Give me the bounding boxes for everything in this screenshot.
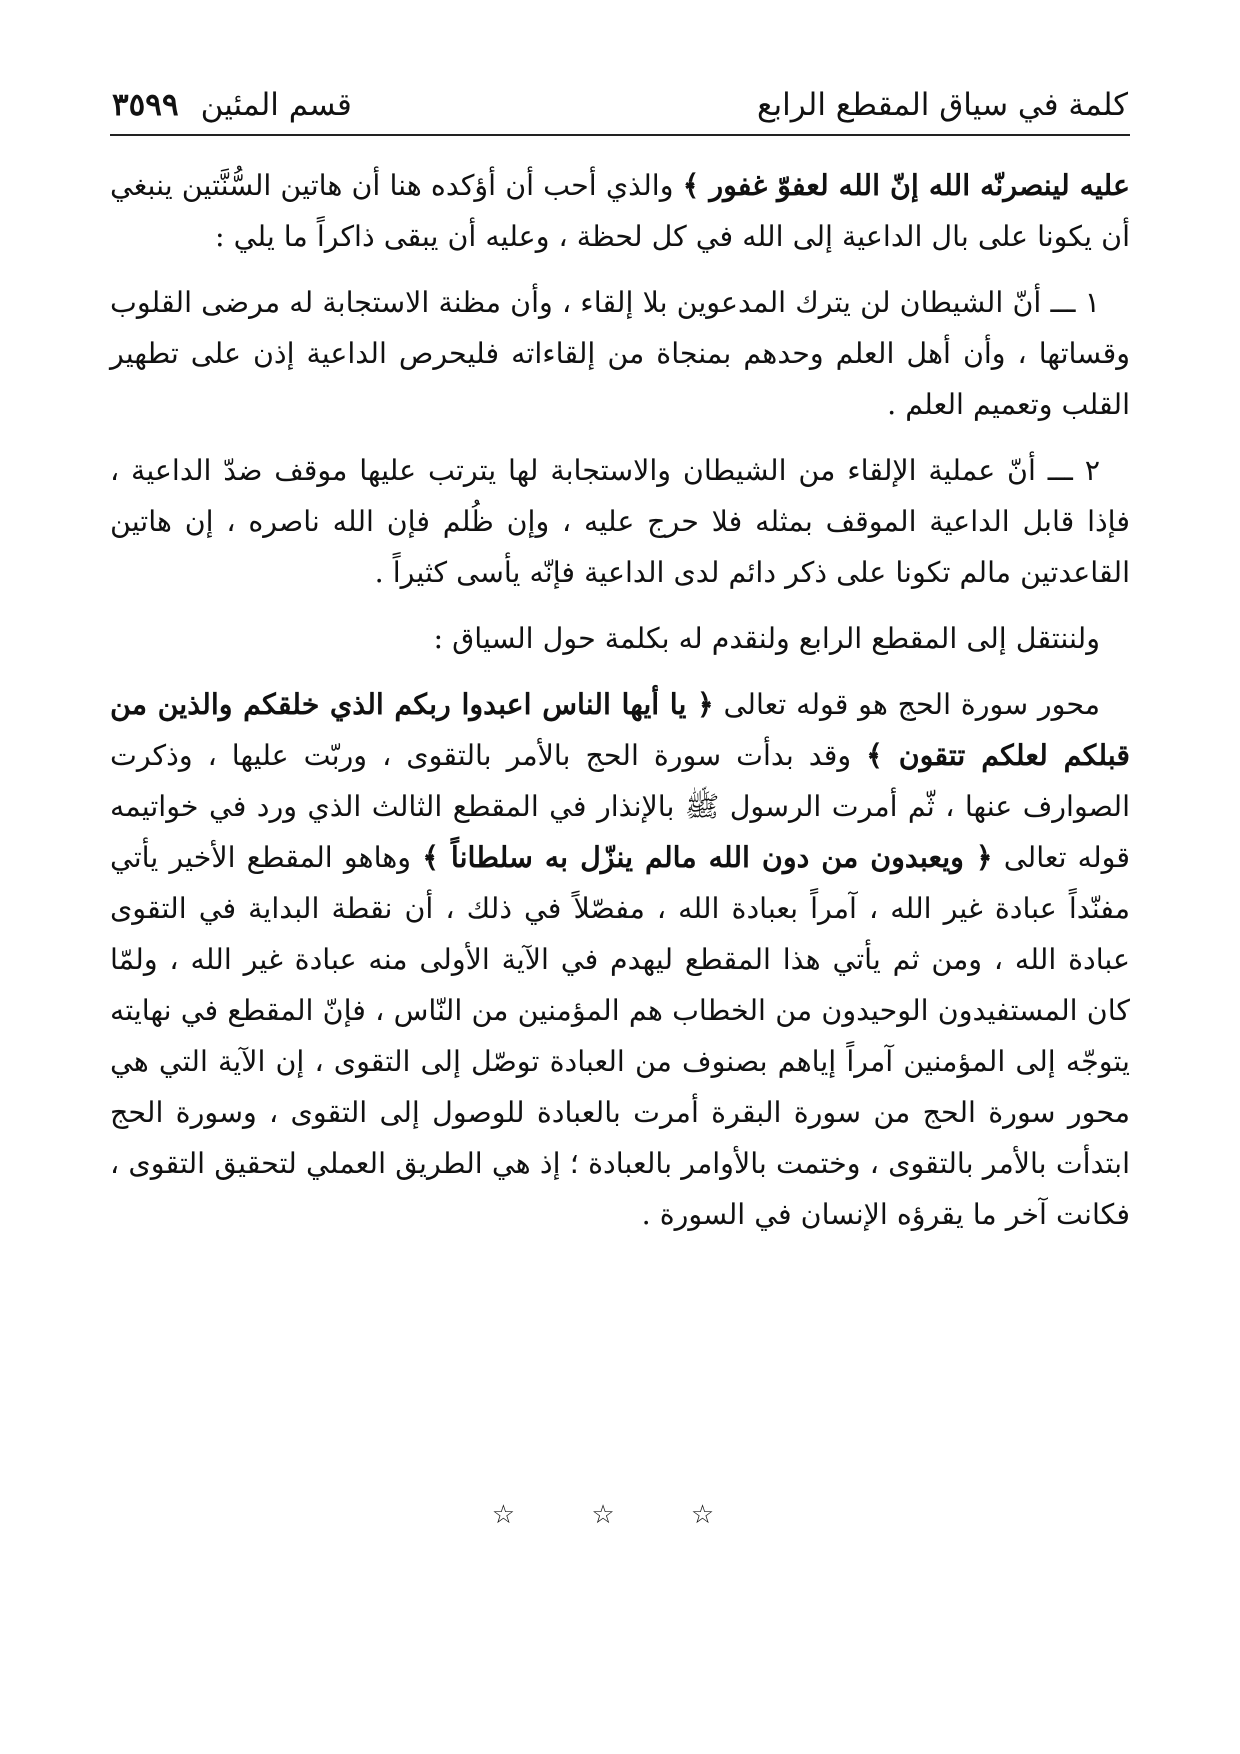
item-text: أنّ عملية الإلقاء من الشيطان والاستجابة لها يترتب عليها موقف ضدّ الداعية ، فإذا قابل الداعية الموقف بمثله فلا حرج عليه ، وإن ظُلم فإن الله ناصره ، إن هاتين القاعدتين مالم تكونا على ذكر دائم لدى الداعية فإنّه يأسى كثيراً . [110,454,1130,589]
list-item-1 [110,277,1130,430]
main-paragraph [110,679,1130,1240]
book-page [110,0,1130,1754]
page-header [110,78,1130,136]
running-title: كلمة في سياق المقطع الرابع [757,87,1128,123]
verse-quote-2: ﴿ ويعبدون من دون الله مالم ينزّل به سلطاناً ﴾ [422,840,993,874]
section-name: قسم المئين [200,87,352,123]
section-and-page [112,82,352,128]
paragraph-text: وقد بدأت سورة الحج بالأمر بالتقوى ، وربّت عليها ، وذكرت الصوارف عنها ، ثّم أمرت الرسول ﷺ بالإنذار في المقطع الثالث الذي ورد في خواتيمه قوله تعالى [110,739,1130,874]
paragraph-text: محور سورة الحج هو قوله تعالى [723,688,1100,721]
page-number: ٣٥٩٩ [112,87,179,123]
section-separator-stars: ☆ ☆ ☆ [491,1500,749,1530]
item-dash: ـــ [1047,454,1073,487]
item-number: ٢ [1084,454,1100,487]
paragraph-text: والذي أحب أن أؤكده هنا أن هاتين السُّنَّتين ينبغي أن يكونا على بال الداعية إلى الله في كل لحظة ، وعليه أن يبقى ذاكراً ما يلي : [110,169,1130,253]
item-number: ١ [1084,286,1101,319]
item-dash: ـــ [1050,286,1076,319]
paragraph-continuation [110,160,1130,262]
item-text: أنّ الشيطان لن يترك المدعوين بلا إلقاء ، وأن مظنة الاستجابة له مرضى القلوب وقساتها ، وأن أهل العلم وحدهم بمنجاة من إلقاءاته فليحرص الداعية إذن على تطهير القلب وتعميم العلم . [110,286,1130,421]
list-item-2 [110,445,1130,598]
page-body [110,160,1130,1255]
verse-quote-1: ﴿ يا أيها الناس اعبدوا ربكم الذي خلقكم والذين من قبلكم لعلكم تتقون ﴾ [110,687,1130,772]
verse-continuation: عليه لينصرنّه الله إنّ الله لعفوّ غفور ﴾ [682,168,1131,202]
transition-paragraph: ولننتقل إلى المقطع الرابع ولنقدم له بكلمة حول السياق : [433,622,1100,655]
paragraph-text: وهاهو المقطع الأخير يأتي مفنّداً عبادة غير الله ، آمراً بعبادة الله ، مفصّلاً في ذلك ، أن نقطة البداية في التقوى عبادة الله ، ومن ثم يأتي هذا المقطع ليهدم في الآية الأولى منه عبادة غير الله ، ولمّا كان المستفيدون الوحيدون من الخطاب هم المؤمنين من النّاس ، فإنّ المقطع في نهايته يتوجّه إلى المؤمنين آمراً إياهم بصنوف من العبادة توصّل إلى التقوى ، إن الآية التي هي محور سورة الحج من سورة البقرة أمرت بالعبادة للوصول إلى التقوى ، وسورة الحج ابتدأت بالأمر بالتقوى ، وختمت بالأوامر بالعبادة ؛ إذ هي الطريق العملي لتحقيق التقوى ، فكانت آخر ما يقرؤه الإنسان في السورة . [110,841,1130,1231]
